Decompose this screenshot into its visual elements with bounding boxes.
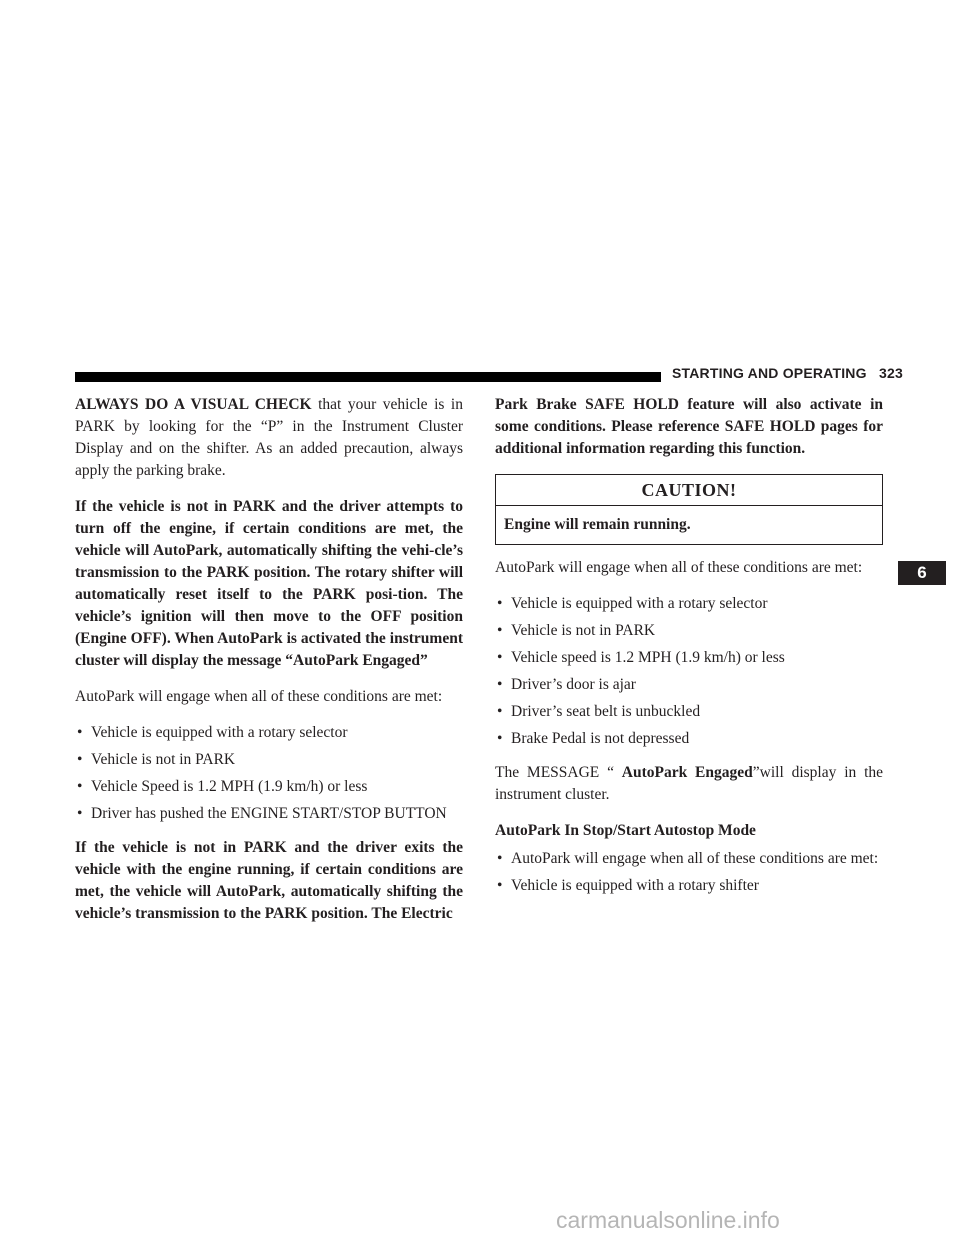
autopark-warning-paragraph: If the vehicle is not in PARK and the driver attempts to turn off the engine, if certain conditions are met, the vehicle will AutoPark, automatically shifting the vehi-cle’s transmission to the PARK position. The rotary shifter will automatically reset itself to the PARK posi-tion. The vehicle’s ignition will then move to the OFF position (Engine OFF). When AutoPark is activated the instrument cluster will display the message “AutoPark Engaged”	[75, 498, 463, 669]
list-item: • Vehicle is not in PARK	[75, 749, 463, 771]
list-item: • Vehicle is not in PARK	[495, 620, 883, 642]
bullet-icon: •	[77, 751, 83, 768]
list-item: • Vehicle is equipped with a rotary selector	[495, 593, 883, 615]
stop-start-list	[495, 848, 883, 897]
section-title: STARTING AND OPERATING	[672, 365, 867, 381]
autopark-conditions-list	[75, 722, 463, 825]
list-item: • Driver has pushed the ENGINE START/STOP BUTTON	[75, 803, 463, 825]
bullet-icon: •	[77, 778, 83, 795]
visual-check-lead: ALWAYS DO A VISUAL CHECK	[75, 396, 312, 413]
right-column	[495, 394, 883, 909]
visual-check-paragraph	[75, 394, 463, 482]
bullet-icon: •	[497, 649, 503, 666]
page-number: 323	[878, 365, 903, 381]
bullet-icon: •	[497, 676, 503, 693]
driver-exits-paragraph: If the vehicle is not in PARK and the driver exits the vehicle with the engine running, if certain conditions are met, the vehicle will AutoPark, automatically shifting the vehicle’s transmission to the PARK position. The Electric	[75, 839, 463, 922]
bullet-icon: •	[497, 877, 503, 894]
bullet-icon: •	[497, 730, 503, 747]
safe-hold-paragraph: Park Brake SAFE HOLD feature will also activate in some conditions. Please reference SAFE HOLD pages for additional information regarding this function.	[495, 396, 883, 457]
left-column	[75, 394, 463, 939]
autopark-conditions-list-2	[495, 593, 883, 750]
message-paragraph: The MESSAGE “ AutoPark Engaged”will display in the instrument cluster.	[495, 764, 884, 803]
bullet-icon: •	[497, 703, 503, 720]
caution-body: Engine will remain running.	[504, 516, 691, 533]
bullet-icon: •	[497, 595, 503, 612]
list-item: • Vehicle speed is 1.2 MPH (1.9 km/h) or less	[495, 647, 883, 669]
header-rule	[75, 372, 661, 382]
list-item: • Brake Pedal is not depressed	[495, 728, 883, 750]
caution-title: CAUTION!	[496, 475, 882, 506]
watermark-footer: carmanualsonline.info	[556, 1207, 780, 1233]
visual-check-text: that your vehicle is in PARK by looking for the “P” in the Instrument Cluster Display and on the shifter. As an added precaution, always apply the parking brake.	[75, 396, 463, 479]
list-item: • Vehicle is equipped with a rotary selector	[75, 722, 463, 744]
chapter-tab: 6	[898, 561, 946, 585]
caution-box	[495, 474, 883, 545]
bullet-icon: •	[77, 724, 83, 741]
stop-start-heading: AutoPark In Stop/Start Autostop Mode	[495, 822, 756, 839]
list-item: • Vehicle is equipped with a rotary shifter	[495, 875, 883, 897]
running-header	[672, 365, 903, 381]
list-item: • Driver’s door is ajar	[495, 674, 883, 696]
list-item: • Driver’s seat belt is unbuckled	[495, 701, 883, 723]
bullet-icon: •	[497, 850, 503, 867]
message-text: AutoPark Engaged	[621, 764, 753, 781]
list-item: • AutoPark will engage when all of these conditions are met:	[495, 848, 883, 870]
autopark-conditions-intro: AutoPark will engage when all of these conditions are met:	[75, 688, 443, 705]
autopark-conditions-intro-2: AutoPark will engage when all of these conditions are met:	[495, 559, 863, 576]
bullet-icon: •	[497, 622, 503, 639]
list-item: • Vehicle Speed is 1.2 MPH (1.9 km/h) or less	[75, 776, 463, 798]
bullet-icon: •	[77, 805, 83, 822]
